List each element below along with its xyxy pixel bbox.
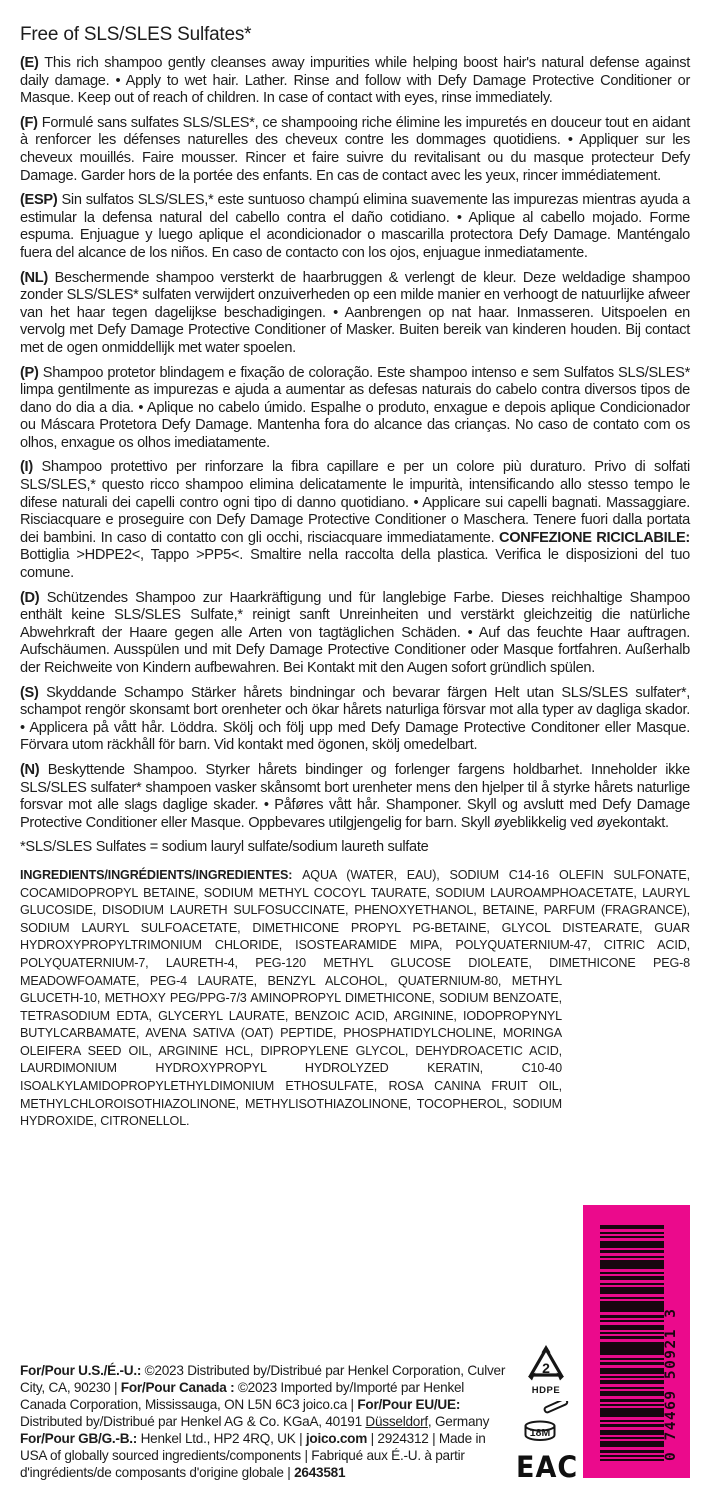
pao-months-label: 18M: [529, 1427, 551, 1439]
lang-section-dutch: (NL) Beschermende shampoo versterkt de haarbruggen & verlengt de kleur. Deze weldadige shampoo zonder SLS/SLES* sulfaten verwijdert onzuiverheden op een milde manier en verhoogt de natuurlijke afweer van het haar tegen dagelijkse beschadigingen. • Aanbrengen op nat haar. Inmasseren. Uitspoelen en vervolg met Defy Damage Protective Conditioner of Masker. Buiten bereik van kinderen houden. Bij contact met de ogen onmiddellijk met water spoelen.: [20, 269, 691, 356]
barcode-number: 0 74469 50921 3: [663, 1307, 679, 1461]
barcode-block: [583, 1205, 690, 1478]
ingredients-text: INGREDIENTS/INGRÉDIENTS/INGREDIENTES: AQUA (WATER, EAU), SODIUM C14-16 OLEFIN SULFONATE, COCAMIDOPROPYL BETAINE, SODIUM METHYL COCOYL TAURATE, SODIUM LAUROAMPHOACETATE, LAURYL GLUCOSIDE, DISODIUM LAURETH SULFOSUCCINATE, PHENOXYETHANOL, BETAINE, PARFUM (FRAGRANCE), SODIUM LAURYL SULFOACETATE, DIMETHICONE PROPYL PG-BETAINE, GLYCOL DISTEARATE, GUAR HYDROXYPROPYLTRIMONIUM CHLORIDE, ISOSTEARAMIDE MIPA, POLYQUATERNIUM-47, CITRIC ACID, POLYQUATERNIUM-7, LAURETH-4, PEG-120 METHYL GLUCOSE DIOLEATE, DIMETHICONE PEG-8 MEADOWFOAMATE, PEG-4 LAURATE, BENZYL ALCOHOL, QUATERNIUM-80, METHYL GLUCETH-10, METHOXY PEG/PPG-7/3 AMINOPROPYL DIMETHICONE, SODIUM BENZOATE, TETRASODIUM EDTA, GLYCERYL LAURATE, BENZOIC ACID, ARGININE, IODOPROPYNYL BUTYLCARBAMATE, AVENA SATIVA (OAT) PEPTIDE, PHOSPHATIDYLCHOLINE, MORINGA OLEIFERA SEED OIL, ARGININE HCL, DIPROPYLENE GLYCOL, DEHYDROACETIC ACID, LAURDIMONIUM HYDROXYPROPYL HYDROLYZED KERATIN, C10-40 ISOALKYLAMIDOPROPYLETHYLDIMONIUM ETHOSULFATE, ROSA CANINA FRUIT OIL, METHYLCHLOROISOTHIAZOLINONE, METHYLISOTHIAZOLINONE, TOCOPHEROL, SODIUM HYDROXIDE, CITRONELLOL.: [20, 867, 690, 1129]
page-title: Free of SLS/SLES Sulfates*: [20, 24, 252, 45]
compliance-icons-column: [516, 1344, 579, 1485]
sulfates-footnote: *SLS/SLES Sulfates = sodium lauryl sulfate/sodium laureth sulfate: [20, 839, 429, 856]
lang-section-italian: (I) Shampoo protettivo per rinforzare la fibra capillare e per un colore più duraturo. Privo di solfati SLS/SLES,* questo ricco shampoo elimina delicatamente le impurità, intensificando allo stesso tempo le difese naturali dei capelli contro ogni tipo di danno quotidiano. • Applicare sui capelli bagnati. Massaggiare. Risciacquare e proseguire con Defy Damage Protective Conditioner o Maschera. Tenere fuori dalla portata dei bambini. In caso di contatto con gli occhi, risciacquare immediatamente. CONFEZIONE RICICLABILE: Bottiglia >HDPE2<, Tappo >PP5<. Smaltire nella raccolta della plastica. Verifica le disposizioni del tuo comune.: [20, 459, 690, 582]
ingredients-block: [20, 867, 690, 1131]
barcode-bars: [600, 1225, 664, 1461]
lang-section-spanish: (ESP) Sin sulfatos SLS/SLES,* este suntuoso champú elimina suavemente las impurezas mientras ayuda a estimular la defensa natural del cabello contra el daño cotidiano. • Aplique al cabello mojado. Forme espuma. Enjuague y luego aplique el acondicionador o mascarilla protectora Defy Damage. Manténgalo fuera del alcance de los niños. En caso de contacto con los ojos, enjuague inmediatamente.: [20, 192, 690, 261]
lang-section-swedish: (S) Skyddande Schampo Stärker hårets bindningar och bevarar färgen Helt utan SLS/SLES sulfater*, schampot rengör skonsamt bort orenheter och ökar hårets naturliga försvar mot alla typer av dagliga skador. • Applicera på vått hår. Löddra. Skölj och följ upp med Defy Damage Protective Conditoner eller Masque. Förvara utom räckhåll för barn. Vid kontakt med ögonen, skölj omedelbart.: [20, 684, 691, 754]
period-after-opening-icon: [522, 1401, 570, 1445]
lang-section-german: (D) Schützendes Shampoo zur Haarkräftigung und für langlebige Farbe. Dieses reichhaltige Shampoo enthält keine SLS/SLES Sulfate,* reinigt sanft Unreinheiten und verstärkt gleichzeitig die natürliche Abwehrkraft der Haare gegen alle Arten von tagtäglichen Schäden. • Auf das feuchte Haar auftragen. Aufschäumen. Ausspülen und mit Defy Damage Protective Conditioner oder Masque fortfahren. Außerhalb der Reichweite von Kindern aufbewahren. Bei Kontakt mit den Augen sofort gründlich spülen.: [20, 589, 690, 676]
lang-section-french: (F) Formulé sans sulfates SLS/SLES*, ce shampooing riche élimine les impuretés en douceur tout en aidant à renforcer les défenses naturelles des cheveux contre les dommages quotidiens. • Appliquer sur les cheveux mouillés. Faire mousser. Rincer et faire suivre du revitalisant ou du masque protecteur Defy Damage. Garder hors de la portée des enfants. En cas de contact avec les yeux, rincer immédiatement.: [20, 114, 690, 184]
eac-mark-icon: EAC: [516, 1450, 579, 1485]
lang-section-portuguese: (P) Shampoo protetor blindagem e fixação de coloração. Este shampoo intenso e sem Sulfatos SLS/SLES* limpa gentilmente as impurezas e ajuda a aumentar as defesas naturais do cabelo contra diversos tipos de dano do dia a dia. • Aplique no cabelo úmido. Espalhe o produto, enxague e depois aplique Condicionador ou Máscara Protetora Defy Damage. Mantenha fora do alcance das crianças. No caso de contato com os olhos, enxague os olhos imediatamente.: [20, 364, 690, 451]
recycle-material-label: HDPE: [531, 1385, 561, 1396]
recycle-code-number: 2: [542, 1360, 550, 1376]
lang-section-english: (E) This rich shampoo gently cleanses away impurities while helping boost hair's natural defense against daily damage. • Apply to wet hair. Lather. Rinse and follow with Defy Damage Protective Conditioner or Masque. Keep out of reach of children. In case of contact with eyes, rinse immediately.: [20, 55, 690, 107]
barcode-number-wrap: [663, 1225, 681, 1461]
recycling-hdpe2-icon: [524, 1344, 568, 1382]
lang-section-norwegian: (N) Beskyttende Shampoo. Styrker hårets bindinger og forlenger fargens holdbarhet. Inneholder ikke SLS/SLES sulfater* shampoen vasker skånsomt bort urenheter mens den hjelper til å styrke hårets naturlige forsvar mot alle slags daglige skader. • Påføres vått hår. Shamponer. Skyll og avslutt med Defy Damage Protective Conditioner eller Masque. Oppbevares utilgjengelig for barn. Skyll øyeblikkelig ved øyekontakt.: [20, 761, 690, 831]
distributor-info: For/Pour U.S./É.-U.: ©2023 Distributed by/Distribué par Henkel Corporation, Culver City, CA, 90230 | For/Pour Canada : ©2023 Imported by/Importé par Henkel Canada Corporation, Mississauga, ON L5N 6C3 joico.ca | For/Pour EU/UE: Distributed by/Distribué par Henkel AG & Co. KGaA, 40191 Düsseldorf, Germany For/Pour GB/G.-B.: Henkel Ltd., HP2 4RQ, UK | joico.com | 2924312 | Made in USA of globally sourced ingredients/components | Fabriqué aux É.-U. à partir d'ingrédients/de composants d'origine globale | 2643581: [20, 1363, 506, 1480]
